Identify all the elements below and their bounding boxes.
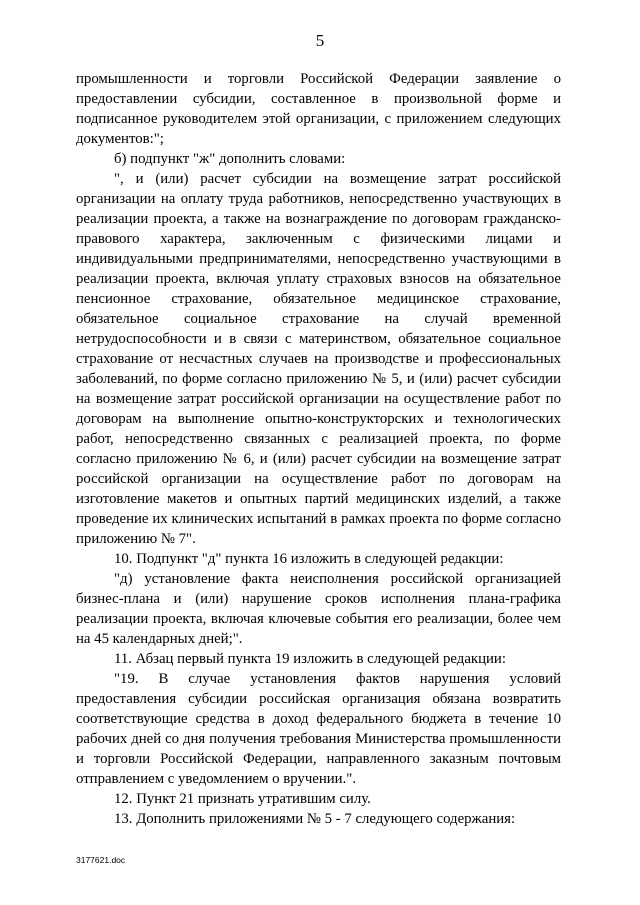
footer-document-code: 3177621.doc: [76, 855, 126, 865]
paragraph-item-10: 10. Подпункт "д" пункта 16 изложить в следующей редакции:: [114, 551, 504, 567]
paragraph-continuation: промышленности и торговли Российской Федерации заявление о предоставлении субсидии, составленное в произвольной форме и подписанное руководителем этой организации, с приложением следующих документов:";: [76, 71, 561, 147]
document-body: [76, 69, 561, 829]
paragraph-subsidy-calculation: ", и (или) расчет субсидии на возмещение затрат российской организации на оплату труда работников, непосредственно участвующих в реализации проекта, а также на вознаграждение по договорам гражданско-правового характера, заключенным с физическими лицами и индивидуальными предпринимателями, непосредственно участвующими в реализации проекта, включая уплату страховых взносов на обязательное пенсионное страхование, обязательное медицинское страхование, обязательное социальное страхование на случай временной нетрудоспособности и в связи с материнством, обязательное социальное страхование от несчастных случаев на производстве и профессиональных заболеваний, по форме согласно приложению № 5, и (или) расчет субсидии на возмещение затрат российской организации на осуществление работ по договорам на выполнение опытно-конструкторских и технологических работ, непосредственно связанных с реализацией проекта, по форме согласно приложению № 6, и (или) расчет субсидии на возмещение затрат российской организации на осуществление работ по договорам на изготовление макетов и опытных партий медицинских изделий, а также проведение их клинических испытаний в рамках проекта по форме согласно приложению № 7".: [76, 171, 561, 547]
paragraph-item-10-text: "д) установление факта неисполнения российской организацией бизнес-плана и (или) нарушение сроков исполнения плана-графика реализации проекта, включая ключевые события его реализации, более чем на 45 календарных дней;".: [76, 571, 561, 647]
paragraph-item-12: 12. Пункт 21 признать утратившим силу.: [114, 791, 371, 807]
paragraph-subpoint-b: б) подпункт "ж" дополнить словами:: [114, 151, 346, 167]
paragraph-item-11: 11. Абзац первый пункта 19 изложить в следующей редакции:: [114, 651, 506, 667]
paragraph-item-11-text: "19. В случае установления фактов нарушения условий предоставления субсидии российская организация обязана возвратить соответствующие средства в доход федерального бюджета в течение 10 рабочих дней со дня получения требования Министерства промышленности и торговли Российской Федерации, направленного заказным почтовым отправлением с уведомлением о вручении.".: [76, 671, 561, 787]
paragraph-item-13: 13. Дополнить приложениями № 5 - 7 следующего содержания:: [114, 811, 516, 827]
page-number: 5: [315, 31, 325, 50]
